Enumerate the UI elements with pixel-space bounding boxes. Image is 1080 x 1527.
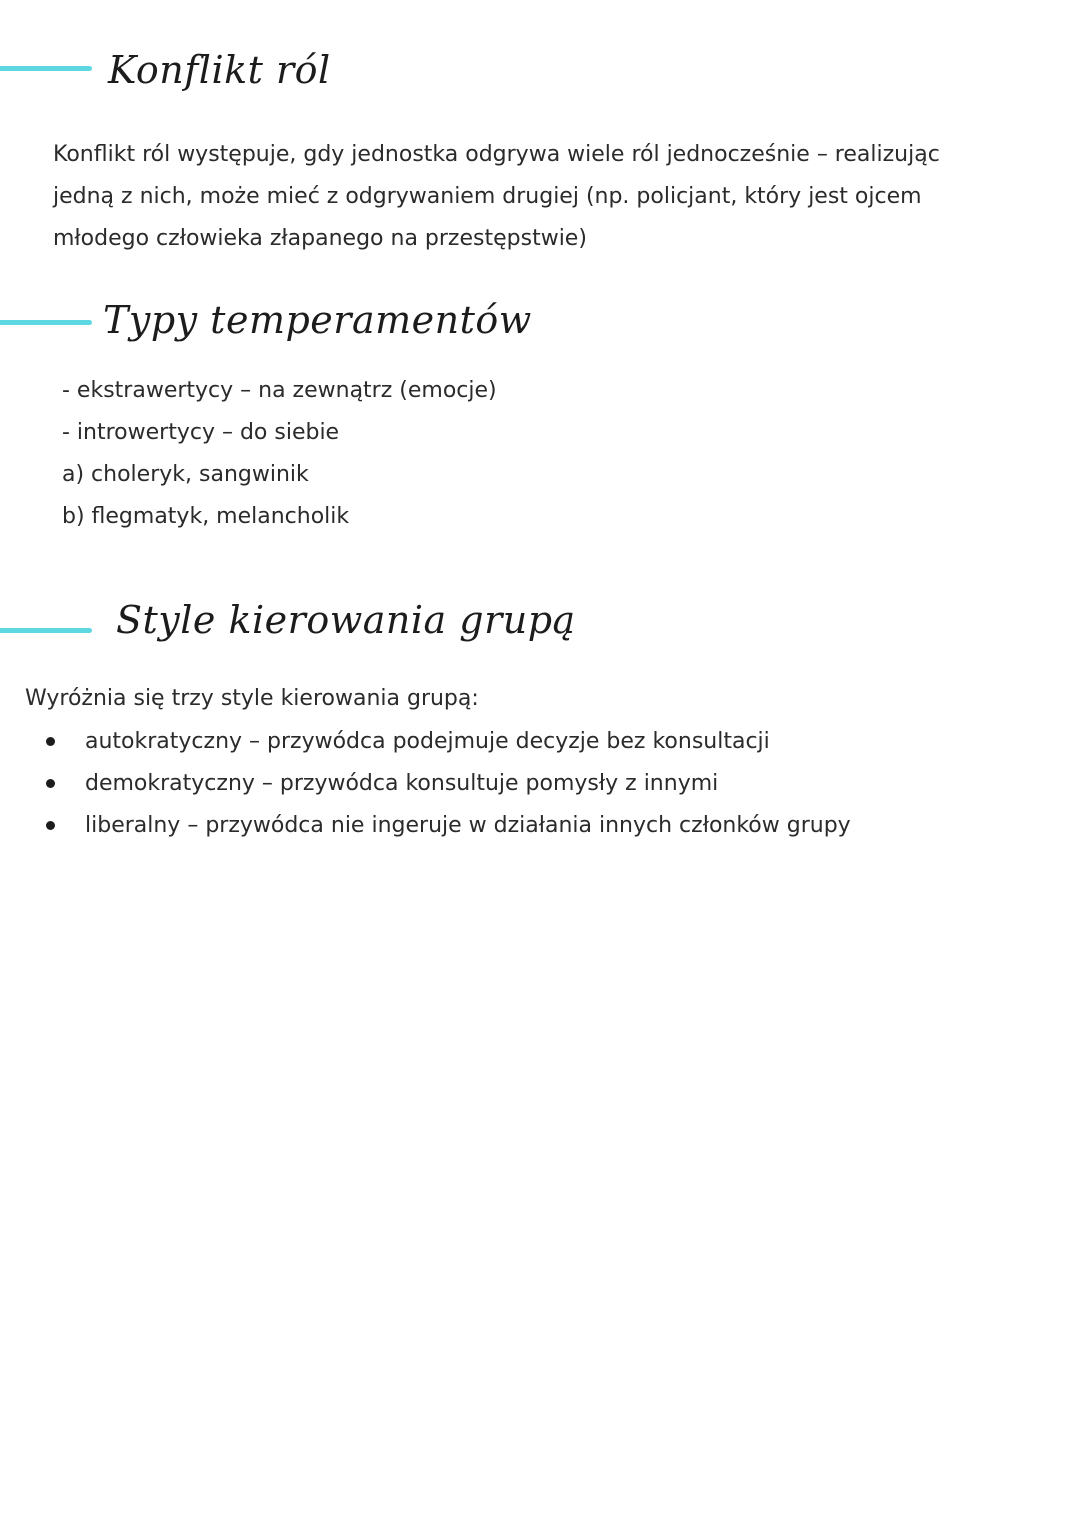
paragraph-line: Konflikt ról występuje, gdy jednostka odgrywa wiele ról jednocześnie – realizując xyxy=(53,142,940,167)
paragraph-line: jedną z nich, może mieć z odgrywaniem drugiej (np. policjant, który jest ojcem xyxy=(53,184,922,209)
bullet-text: autokratyczny – przywódca podejmuje decyzje bez konsultacji xyxy=(85,729,770,754)
list-item: a) choleryk, sangwinik xyxy=(62,462,309,487)
section-title-konflikt: Konflikt ról xyxy=(108,48,331,92)
list-item: - ekstrawertycy – na zewnątrz (emocje) xyxy=(62,378,497,403)
bullet-item xyxy=(46,813,851,838)
section-title-temperamenty: Typy temperamentów xyxy=(103,298,532,342)
bullet-item xyxy=(46,729,770,754)
section-intro: Wyróżnia się trzy style kierowania grupą: xyxy=(25,686,479,711)
bullet-item xyxy=(46,771,718,796)
bullet-dot-icon xyxy=(46,737,55,746)
list-item: b) flegmatyk, melancholik xyxy=(62,504,350,529)
paragraph-line: młodego człowieka złapanego na przestępstwie) xyxy=(53,226,587,251)
bullet-text: demokratyczny – przywódca konsultuje pomysły z innymi xyxy=(85,771,719,796)
bullet-text: liberalny – przywódca nie ingeruje w działania innych członków grupy xyxy=(85,813,851,838)
section-accent-line xyxy=(0,628,92,633)
bullet-dot-icon xyxy=(46,779,55,788)
section-title-style: Style kierowania grupą xyxy=(116,598,576,642)
section-accent-line xyxy=(0,320,92,325)
section-accent-line xyxy=(0,66,92,71)
list-item: - introwertycy – do siebie xyxy=(62,420,340,445)
bullet-dot-icon xyxy=(46,821,55,830)
paragraph-konflikt xyxy=(53,134,1033,260)
